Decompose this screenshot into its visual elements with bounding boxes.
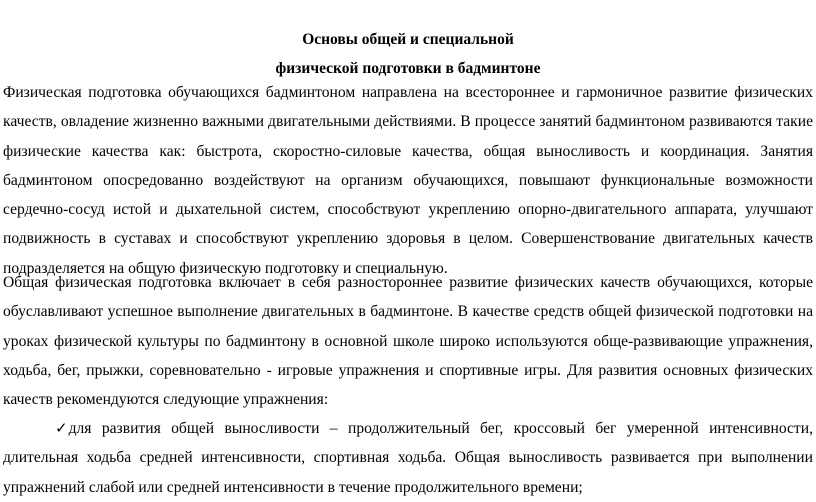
document-title-line-1: Основы общей и специальной [302,31,514,48]
checkmark-icon: ✓ [55,419,68,437]
paragraph-general-training: Общая физическая подготовка включает в себя разностороннее развитие физических качеств обучающихся, которые обуславливают успешное выполнение двигательных в бадминтоне. В качестве средств общей физической подготовки на уроках физической культуры по бадминтону в основной школе широко используются обще-развивающие упражнения, ходьба, бег, прыжки, соревновательно - игровые упражнения и спортивные игры. Для развития основных физических качеств рекомендуются следующие упражнения: [3,274,813,409]
bullet-item-endurance-text: для развития общей выносливости – продолжительный бег, кроссовый бег умеренной интенсивности, длительная ходьба средней интенсивности, спортивная ходьба. Общая выносливость развивается при выполнении упражнений слабой или средней интенсивности в течение продолжительного времени; [3,420,813,496]
bullet-item-endurance [3,414,813,502]
document-title-line-2: физической подготовки в бадминтоне [275,60,541,77]
paragraph-physical-training: Физическая подготовка обучающихся бадминтоном направлена на всестороннее и гармоничное развитие физических качеств, овладение жизненно важными двигательными действиями. В процессе занятий бадминтоном развиваются такие физические качества как: быстрота, скоростно-силовые качества, общая выносливость и координация. Занятия бадминтоном опосредованно воздействуют на организм обучающихся, повышают функциональные возможности сердечно-сосуд истой и дыхательной систем, способствуют укреплению опорно-двигательного аппарата, улучшают подвижность в суставах и способствуют укреплению здоровья в целом. Совершенствование двигательных качеств подразделяется на общую физическую подготовку и специальную. [3,84,813,277]
